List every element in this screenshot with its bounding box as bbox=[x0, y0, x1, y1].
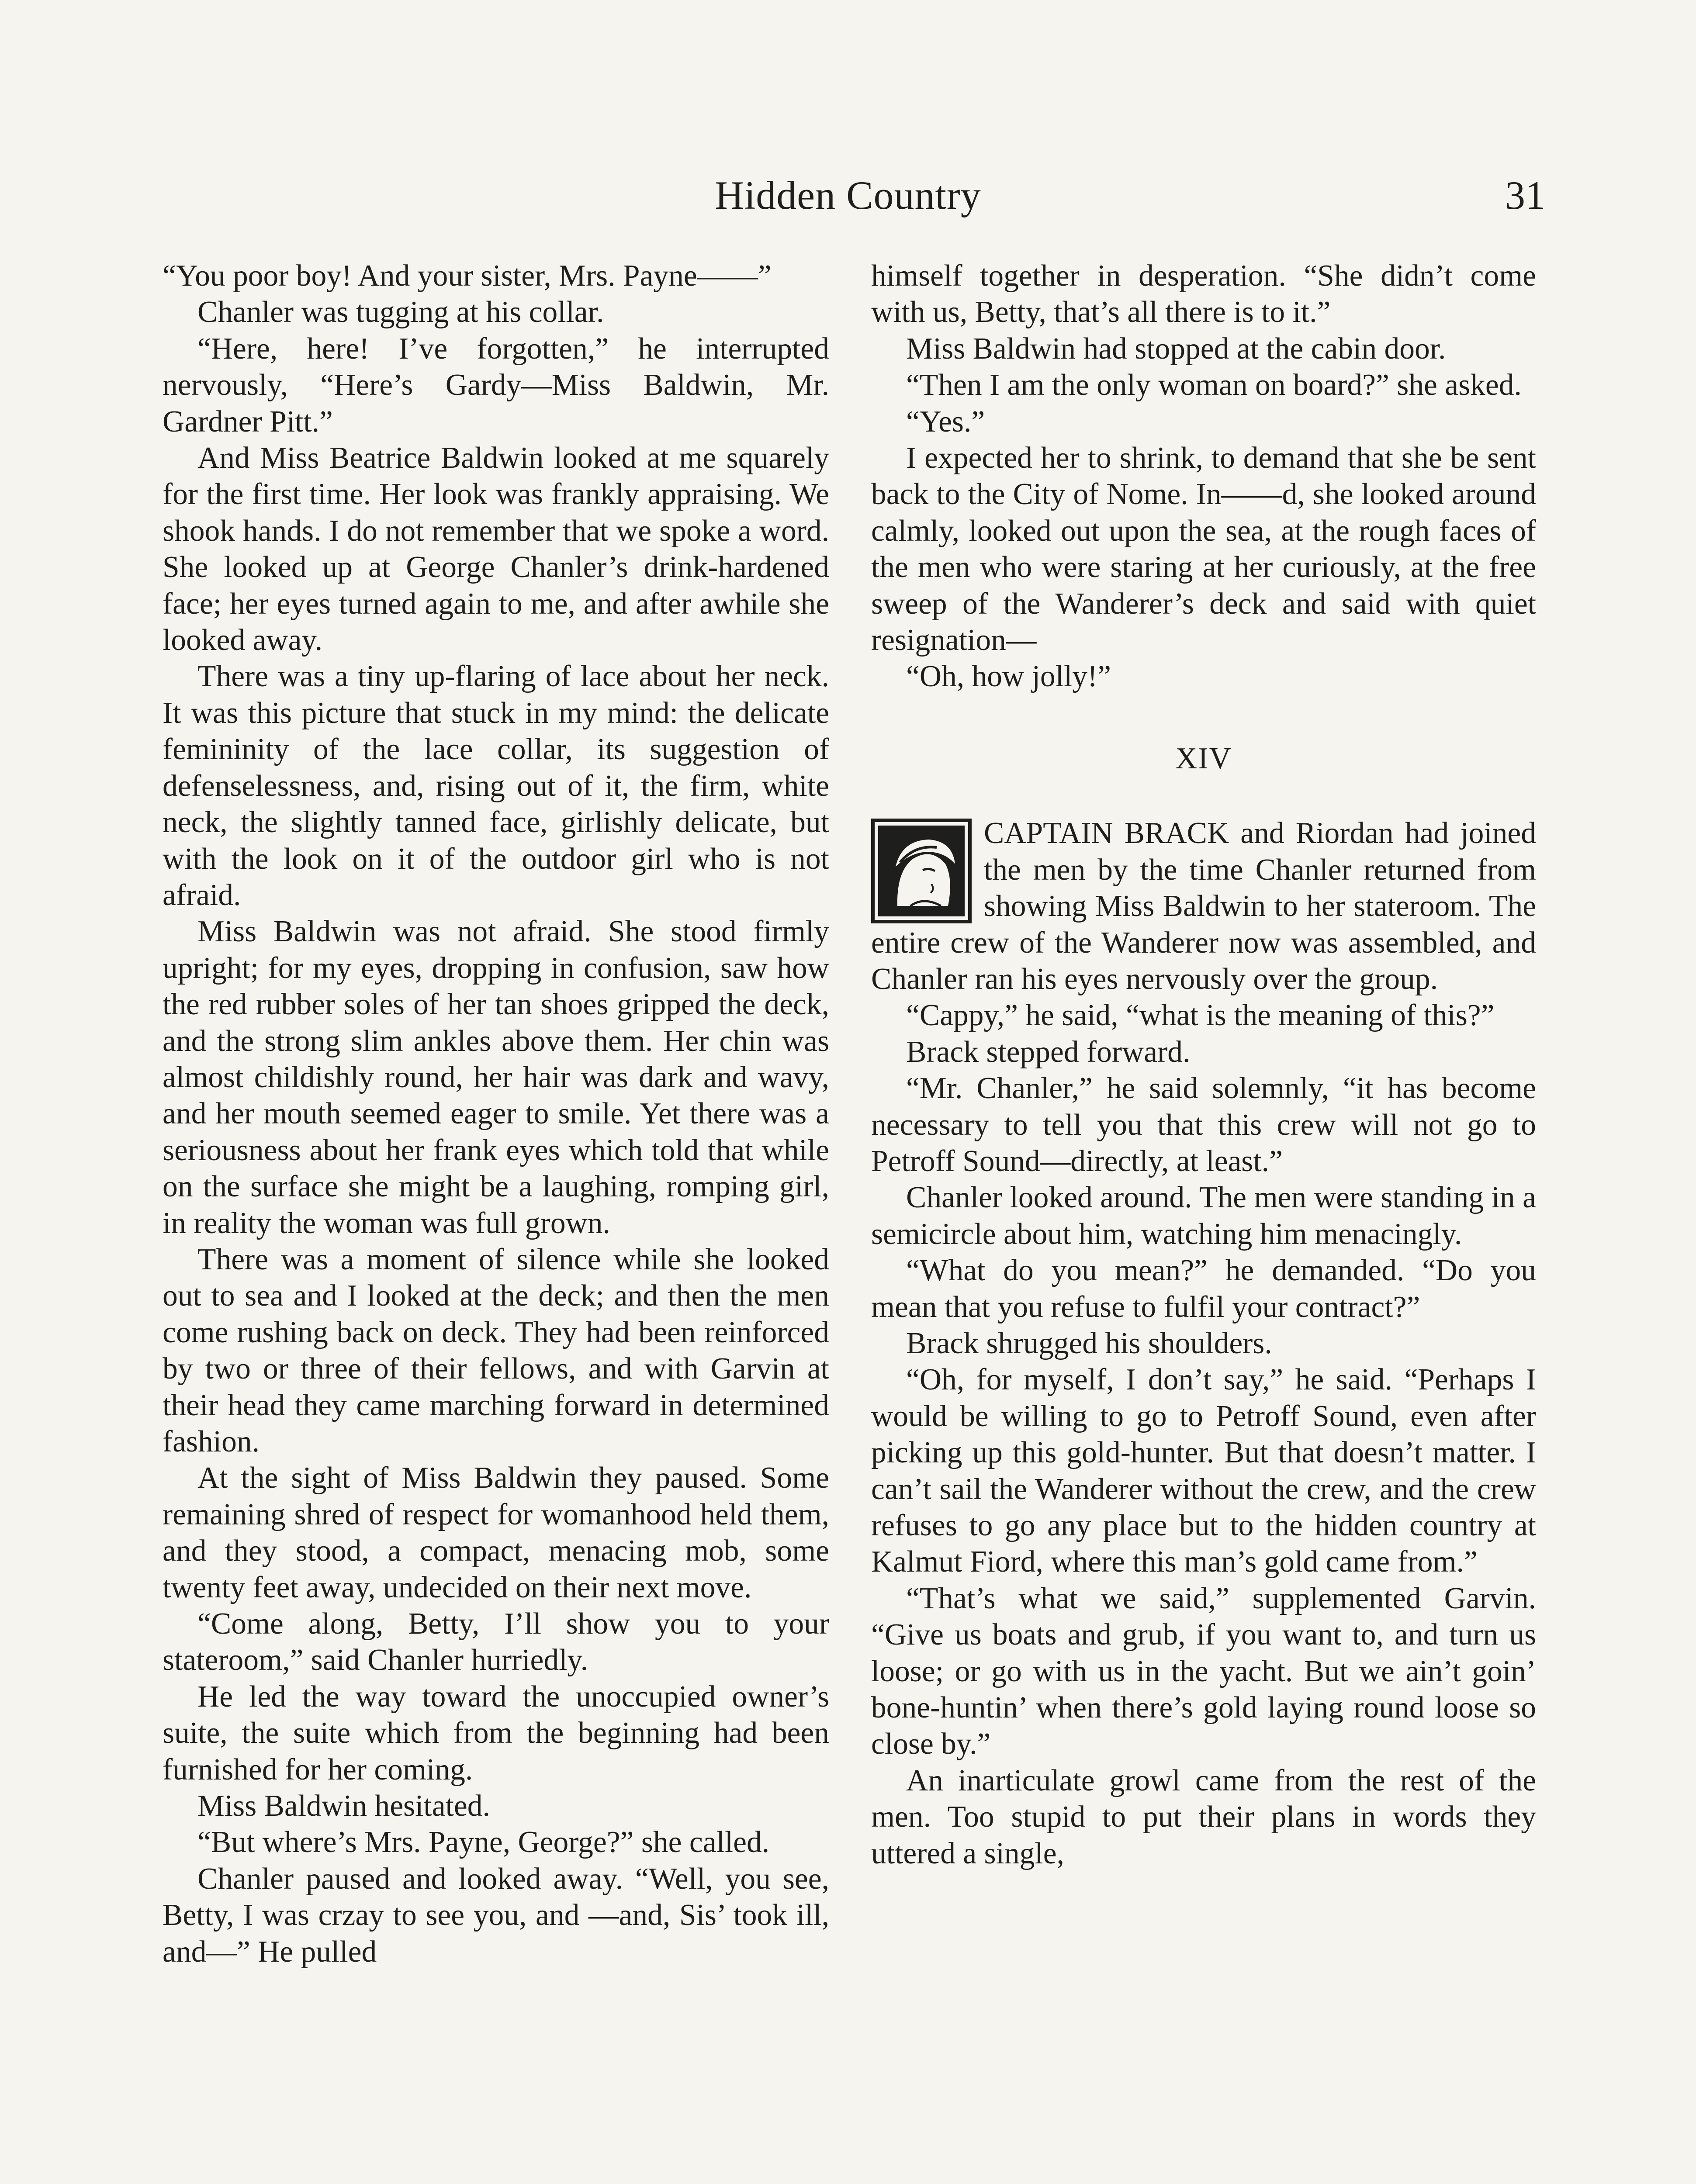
paragraph: “Cappy,” he said, “what is the meaning of this?” bbox=[906, 999, 1495, 1033]
paragraph: “You poor boy! And your sister, Mrs. Payne——” bbox=[163, 259, 772, 293]
paragraph: “Mr. Chanler,” he said solemnly, “it has become necessary to tell you that this crew will not go to Petroff Sound—directly, at least.” bbox=[871, 1071, 1536, 1178]
right-column bbox=[871, 258, 1536, 1872]
paragraph: I expected her to shrink, to demand that she be sent back to the City of Nome. In——d, she looked around calmly, looked out upon the sea, at the rough faces of the men who were staring at her curiously, at the free sweep of the Wanderer’s deck and said with quiet resignation— bbox=[871, 441, 1536, 657]
paragraph: “Oh, how jolly!” bbox=[906, 660, 1111, 694]
page-title: Hidden Country bbox=[715, 173, 981, 218]
paragraph: And Miss Beatrice Baldwin looked at me squarely for the first time. Her look was frankly appraising. We shook hands. I do not remember that we spoke a word. She looked up at George Chanler’s drink-hardened face; her eyes turned again to me, and after awhile she looked away. bbox=[163, 441, 829, 657]
paragraph: “Yes.” bbox=[906, 404, 985, 439]
page-number: 31 bbox=[1505, 173, 1545, 218]
paragraph: himself together in desperation. “She didn’t come with us, Betty, that’s all there is to it.” bbox=[871, 259, 1536, 329]
paragraph: Chanler looked around. The men were standing in a semicircle about him, watching him menacingly. bbox=[871, 1181, 1536, 1251]
paragraph: Brack stepped forward. bbox=[906, 1035, 1191, 1069]
paragraph: “Oh, for myself, I don’t say,” he said. “Perhaps I would be willing to go to Petroff Sound, even after picking up this gold-hunter. But that doesn’t matter. I can’t sail the Wanderer without the crew, and the crew refuses to go any place but to the hidden country at Kalmut Fiord, where this man’s gold came from.” bbox=[871, 1363, 1536, 1579]
paragraph: “What do you mean?” he demanded. “Do you mean that you refuse to fulfil your contract?” bbox=[871, 1254, 1536, 1324]
paragraph: Chanler paused and looked away. “Well, you see, Betty, I was crzay to see you, and —and, Sis’ took ill, and—” He pulled bbox=[163, 1862, 829, 1969]
paragraph: “Here, here! I’ve forgotten,” he interrupted nervously, “Here’s Gardy—Miss Baldwin, Mr. Gardner Pitt.” bbox=[163, 332, 829, 439]
chapter-heading: XIV bbox=[1175, 741, 1232, 775]
paragraph: Miss Baldwin hesitated. bbox=[197, 1789, 490, 1823]
paragraph: There was a tiny up-flaring of lace about her neck. It was this picture that stuck in my mind: the delicate femininity of the lace collar, its suggestion of defenselessness, and, rising out of it, the firm, white neck, the slightly tanned face, girlishly delicate, but with the look on it of the outdoor girl who is not afraid. bbox=[163, 660, 829, 912]
paragraph: An inarticulate growl came from the rest of the men. Too stupid to put their plans in words they uttered a single, bbox=[871, 1763, 1536, 1870]
dropcap-portrait-icon bbox=[871, 819, 972, 923]
left-column bbox=[163, 258, 829, 1970]
paragraph: “Come along, Betty, I’ll show you to your stateroom,” said Chanler hurriedly. bbox=[163, 1607, 829, 1677]
running-head bbox=[0, 171, 1696, 219]
paragraph: “That’s what we said,” supplemented Garvin. “Give us boats and grub, if you want to, and turn us loose; or go with us in the yacht. But we ain’t goin’ bone-huntin’ when there’s gold laying round loose so close by.” bbox=[871, 1581, 1536, 1761]
paragraph: At the sight of Miss Baldwin they paused. Some remaining shred of respect for womanhood held them, and they stood, a compact, menacing mob, some twenty feet away, undecided on their next move. bbox=[163, 1461, 829, 1604]
paragraph: There was a moment of silence while she looked out to sea and I looked at the deck; and then the men come rushing back on deck. They had been reinforced by two or three of their fellows, and with Garvin at their head they came marching forward in determined fashion. bbox=[163, 1242, 829, 1458]
paragraph: Brack shrugged his shoulders. bbox=[906, 1326, 1272, 1360]
paragraph: “Then I am the only woman on board?” she asked. bbox=[906, 368, 1522, 402]
paragraph: Miss Baldwin was not afraid. She stood firmly upright; for my eyes, dropping in confusion, saw how the red rubber soles of her tan shoes gripped the deck, and the strong slim ankles above them. Her chin was almost childishly round, her hair was dark and wavy, and her mouth seemed eager to smile. Yet there was a seriousness about her frank eyes which told that while on the surface she might be a laughing, romping girl, in reality the woman was full grown. bbox=[163, 915, 829, 1240]
paragraph: “But where’s Mrs. Payne, George?” she called. bbox=[197, 1825, 770, 1859]
paragraph: Chanler was tugging at his collar. bbox=[197, 295, 604, 329]
paragraph: CAPTAIN BRACK and Riordan had joined the men by the time Chanler returned from showing Miss Baldwin to her stateroom. The entire crew of the Wanderer now was assembled, and Chanler ran his eyes nervously over the group. bbox=[871, 816, 1536, 996]
paragraph: Miss Baldwin had stopped at the cabin door. bbox=[906, 332, 1446, 366]
paragraph: He led the way toward the unoccupied owner’s suite, the suite which from the beginning had been furnished for her coming. bbox=[163, 1679, 829, 1787]
